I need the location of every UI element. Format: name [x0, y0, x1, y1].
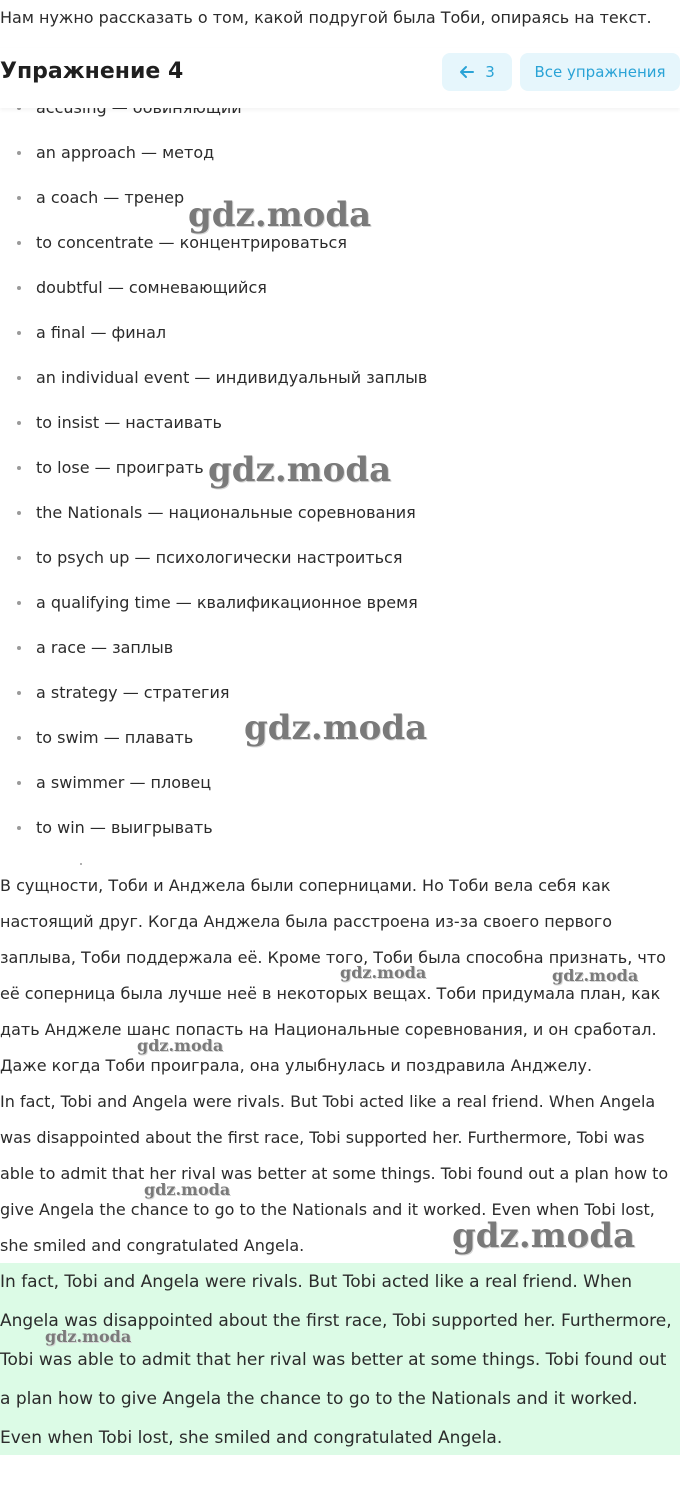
vocabulary-item	[0, 130, 680, 175]
vocabulary-text: a qualifying time — квалификационное время	[36, 593, 418, 612]
vocabulary-text: a coach — тренер	[36, 188, 185, 207]
bullet	[17, 556, 21, 560]
vocabulary-text: a strategy — стратегия	[36, 683, 230, 702]
vocabulary-text: a swimmer — пловец	[36, 773, 212, 792]
exercise-header	[0, 48, 680, 108]
vocabulary-item	[0, 355, 680, 400]
watermark-logo: gdz.moda	[208, 450, 392, 490]
bullet	[17, 466, 21, 470]
watermark-logo: gdz.moda	[244, 708, 428, 748]
answer-box	[0, 1263, 680, 1455]
vocabulary-text: to win — выигрывать	[36, 818, 213, 837]
bullet	[17, 331, 21, 335]
vocabulary-item	[0, 490, 680, 535]
vocabulary-text: to psych up — психологически настроиться	[36, 548, 403, 567]
bullet	[17, 241, 21, 245]
bullet	[17, 601, 21, 605]
vocabulary-text: to lose — проиграть	[36, 458, 204, 477]
bullet	[17, 781, 21, 785]
vocabulary-text: to concentrate — концентрироваться	[36, 233, 347, 252]
previous-exercise-button[interactable]	[442, 53, 512, 91]
vocabulary-item	[0, 265, 680, 310]
bullet	[17, 511, 21, 515]
watermark-logo: gdz.moda	[552, 966, 639, 985]
vocabulary-text: an individual event — индивидуальный заплыв	[36, 368, 428, 387]
vocabulary-item	[0, 760, 680, 805]
all-exercises-button[interactable]: Все упражнения	[520, 53, 680, 91]
watermark-logo: gdz.moda	[137, 1036, 224, 1055]
vocabulary-text: a race — заплыв	[36, 638, 174, 657]
english-paragraph: In fact, Tobi and Angela were rivals. But Tobi acted like a real friend. When Angela was disappointed about the first race, Tobi supported her. Furthermore, Tobi was able to admit that her rival was better at some things. Tobi found out a plan how to give Angela the chance to go to the Nationals and it worked. Even when Tobi lost, she smiled and congratulated Angela.	[0, 1092, 669, 1255]
separator-dot	[80, 863, 82, 865]
bullet	[17, 376, 21, 380]
watermark-logo: gdz.moda	[45, 1327, 132, 1346]
bullet	[17, 286, 21, 290]
intro-text: Нам нужно рассказать о том, какой подругой была Тоби, опираясь на текст.	[0, 8, 652, 27]
bullet	[17, 826, 21, 830]
arrow-left-icon	[459, 64, 475, 80]
watermark-logo: gdz.moda	[188, 195, 372, 235]
bullet	[17, 736, 21, 740]
bullet	[17, 151, 21, 155]
bullet	[17, 196, 21, 200]
vocabulary-item	[0, 310, 680, 355]
vocabulary-item	[0, 805, 680, 850]
vocabulary-text: the Nationals — национальные соревнования	[36, 503, 416, 522]
bullet	[17, 421, 21, 425]
vocabulary-item	[0, 580, 680, 625]
vocabulary-item	[0, 625, 680, 670]
watermark-logo: gdz.moda	[144, 1180, 231, 1199]
vocabulary-text: to swim — плавать	[36, 728, 194, 747]
vocabulary-item	[0, 535, 680, 580]
vocabulary-text: an approach — метод	[36, 143, 215, 162]
vocabulary-text: doubtful — сомневающийся	[36, 278, 267, 297]
vocabulary-text: a final — финал	[36, 323, 167, 342]
bullet	[17, 691, 21, 695]
answer-paragraph: In fact, Tobi and Angela were rivals. But Tobi acted like a real friend. When Angela was disappointed about the first race, Tobi supported her. Furthermore, Tobi was able to admit that her rival was better at some things. Tobi found out a plan how to give Angela the chance to go to the Nationals and it worked. Even when Tobi lost, she smiled and congratulated Angela.	[0, 1272, 672, 1448]
bullet	[17, 646, 21, 650]
exercise-title: Упражнение 4	[0, 59, 184, 84]
vocabulary-item	[0, 400, 680, 445]
vocabulary-text: to insist — настаивать	[36, 413, 222, 432]
watermark-logo: gdz.moda	[340, 963, 427, 982]
previous-exercise-number: 3	[485, 63, 495, 81]
watermark-logo: gdz.moda	[452, 1216, 636, 1256]
russian-paragraph: В сущности, Тоби и Анджела были соперницами. Но Тоби вела себя как настоящий друг. Когда Анджела была расстроена из-за своего первого заплыва, Тоби поддержала её. Кроме того, Тоби была способна признать, что её соперница была лучше неё в некоторых вещах. Тоби придумала план, как дать Анджеле шанс попасть на Национальные соревнования, и он сработал. Даже когда Тоби проиграла, она улыбнулась и поздравила Анджелу.	[0, 876, 666, 1075]
